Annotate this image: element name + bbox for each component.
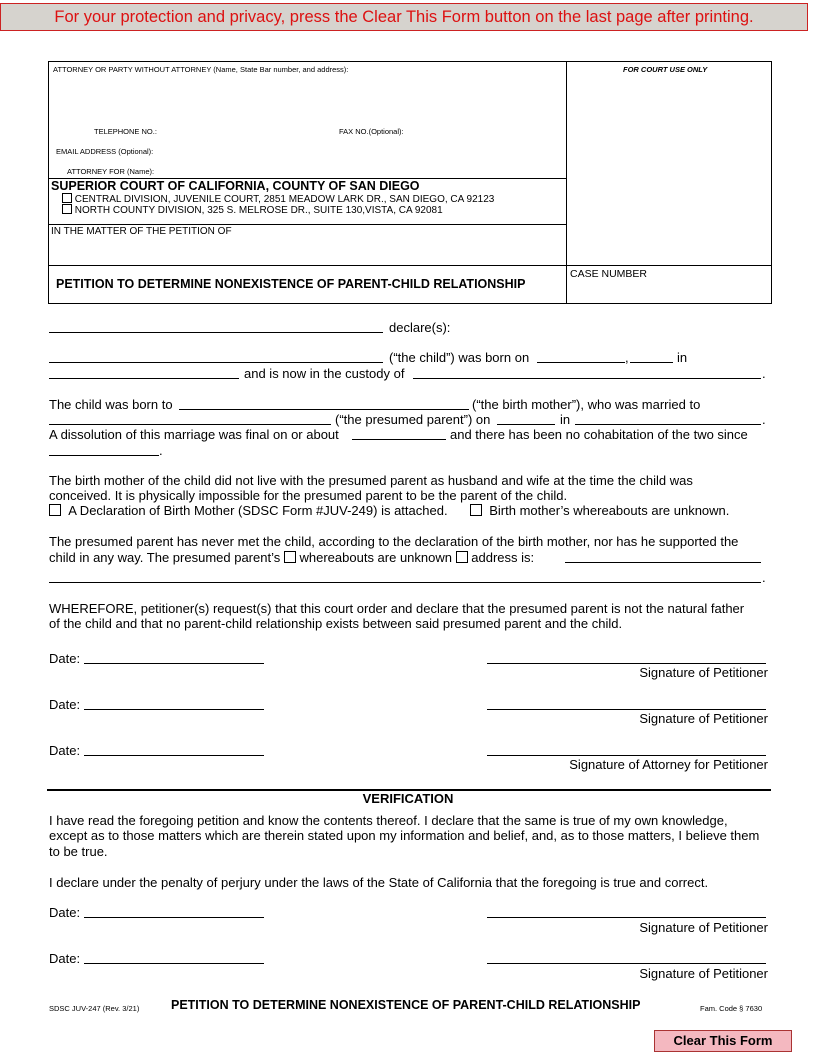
- signature-label-2: Signature of Petitioner: [639, 711, 768, 726]
- attorney-label: ATTORNEY OR PARTY WITHOUT ATTORNEY (Name, State Bar number, and address):: [53, 65, 349, 74]
- marriage-place-field[interactable]: [575, 424, 761, 425]
- north-division-label: NORTH COUNTY DIVISION, 325 S. MELROSE DR., SUITE 130,VISTA, CA 92081: [74, 205, 443, 216]
- cohabitation-label: and there has been no cohabitation of the two since: [450, 427, 748, 442]
- court-name: SUPERIOR COURT OF CALIFORNIA, COUNTY OF SAN DIEGO: [51, 179, 420, 193]
- signature-field-1[interactable]: [487, 663, 766, 664]
- header-divider: [566, 61, 567, 303]
- date-label-2: Date:: [49, 697, 81, 712]
- matter-label: IN THE MATTER OF THE PETITION OF: [51, 226, 232, 237]
- verification-line-2: except as to those matters which are therein stated upon my information and belief, and, as to those matters, I believe them: [49, 828, 760, 843]
- never-met-line-2: [49, 550, 534, 565]
- date-field-3[interactable]: [84, 755, 264, 756]
- date-field-5[interactable]: [84, 963, 264, 964]
- clear-form-button[interactable]: Clear This Form: [654, 1030, 792, 1052]
- not-live-line-2: conceived. It is physically impossible for the presumed parent to be the parent of the child.: [49, 488, 568, 503]
- attorney-for-label: ATTORNEY FOR (Name):: [67, 167, 155, 176]
- birth-mother-field[interactable]: [179, 409, 469, 410]
- in-label: in: [677, 350, 688, 365]
- dissolution-date-field[interactable]: [352, 439, 446, 440]
- parent-address-checkbox[interactable]: [456, 551, 468, 563]
- north-division-checkbox[interactable]: [62, 204, 72, 214]
- parent-address-field-2[interactable]: [49, 582, 761, 583]
- north-division-option[interactable]: [62, 204, 443, 216]
- never-met-line-1: The presumed parent has never met the child, according to the declaration of the birth mother, nor has he supported the: [49, 534, 739, 549]
- wherefore-line-1: WHEREFORE, petitioner(s) request(s) that this court order and declare that the presumed parent is not the natural father: [49, 601, 745, 616]
- mother-whereabouts-checkbox[interactable]: [470, 504, 482, 516]
- telephone-label: TELEPHONE NO.:: [94, 127, 157, 136]
- never-met-text: child in any way. The presumed parent’s: [49, 550, 281, 565]
- case-number-label: CASE NUMBER: [570, 268, 648, 280]
- mother-whereabouts-option[interactable]: [470, 503, 729, 518]
- verification-line-3: to be true.: [49, 844, 108, 859]
- birth-year-field[interactable]: [630, 362, 673, 363]
- child-name-field[interactable]: [49, 362, 383, 363]
- birth-mother-label: (“the birth mother”), who was married to: [472, 397, 701, 412]
- footer-title: PETITION TO DETERMINE NONEXISTENCE OF PARENT-CHILD RELATIONSHIP: [171, 998, 641, 1012]
- verification-line-1: I have read the foregoing petition and know the contents thereof. I declare that the same is true of my own knowledge,: [49, 813, 728, 828]
- presumed-parent-field[interactable]: [49, 424, 331, 425]
- parent-whereabouts-label: whereabouts are unknown: [299, 550, 452, 565]
- attorney-signature-label: Signature of Attorney for Petitioner: [569, 757, 768, 772]
- marriage-period: .: [762, 412, 766, 427]
- date-label-1: Date:: [49, 651, 81, 666]
- declaration-attached-option[interactable]: [49, 503, 448, 518]
- born-on-label: (“the child”) was born on: [389, 350, 530, 365]
- signature-label-1: Signature of Petitioner: [639, 665, 768, 680]
- mother-whereabouts-label: Birth mother’s whereabouts are unknown.: [489, 503, 730, 518]
- cohabitation-period: .: [159, 443, 163, 458]
- signature-field-4[interactable]: [487, 917, 766, 918]
- not-live-line-1: The birth mother of the child did not live with the presumed parent as husband and wife at the time the child was: [49, 473, 693, 488]
- declaration-attached-checkbox[interactable]: [49, 504, 61, 516]
- declaration-attached-label: A Declaration of Birth Mother (SDSC Form #JUV-249) is attached.: [68, 503, 448, 518]
- privacy-banner: For your protection and privacy, press the Clear This Form button on the last page after printing.: [0, 3, 808, 31]
- declarant-name-field[interactable]: [49, 332, 383, 333]
- email-label: EMAIL ADDRESS (Optional):: [56, 147, 154, 156]
- central-division-checkbox[interactable]: [62, 193, 72, 203]
- date-field-1[interactable]: [84, 663, 264, 664]
- date-label-4: Date:: [49, 905, 81, 920]
- date-label-3: Date:: [49, 743, 81, 758]
- court-use-label: FOR COURT USE ONLY: [623, 65, 708, 74]
- parent-address-field[interactable]: [565, 562, 761, 563]
- signature-label-5: Signature of Petitioner: [639, 966, 768, 981]
- footer-code: Fam. Code § 7630: [700, 1004, 763, 1013]
- custodian-field[interactable]: [413, 378, 761, 379]
- petition-title: PETITION TO DETERMINE NONEXISTENCE OF PARENT-CHILD RELATIONSHIP: [56, 277, 526, 291]
- birth-date-field[interactable]: [537, 362, 625, 363]
- date-field-4[interactable]: [84, 917, 264, 918]
- matter-top-line: [48, 224, 566, 225]
- custody-label: and is now in the custody of: [244, 366, 405, 381]
- parent-address-label: address is:: [471, 550, 535, 565]
- dissolution-label: A dissolution of this marriage was final on or about: [49, 427, 339, 442]
- comma-label: ,: [625, 350, 629, 365]
- date-label-5: Date:: [49, 951, 81, 966]
- date-field-2[interactable]: [84, 709, 264, 710]
- wherefore-line-2: of the child and that no parent-child relationship exists between said presumed parent and the child.: [49, 616, 623, 631]
- footer-form-id: SDSC JUV-247 (Rev. 3/21): [49, 1004, 140, 1013]
- signature-label-4: Signature of Petitioner: [639, 920, 768, 935]
- marriage-in-label: in: [560, 412, 571, 427]
- marriage-date-field[interactable]: [497, 424, 555, 425]
- born-to-label: The child was born to: [49, 397, 173, 412]
- fax-label: FAX NO.(Optional):: [339, 127, 404, 136]
- cohabitation-date-field[interactable]: [49, 455, 159, 456]
- perjury-declaration: I declare under the penalty of perjury under the laws of the State of California that the foregoing is true and correct.: [49, 875, 709, 890]
- verification-title: VERIFICATION: [362, 791, 454, 806]
- custody-period: .: [762, 366, 766, 381]
- signature-field-5[interactable]: [487, 963, 766, 964]
- central-division-label: CENTRAL DIVISION, JUVENILE COURT, 2851 MEADOW LARK DR., SAN DIEGO, CA 92123: [74, 194, 495, 205]
- signature-field-2[interactable]: [487, 709, 766, 710]
- signature-field-3[interactable]: [487, 755, 766, 756]
- presumed-parent-label: (“the presumed parent”) on: [335, 412, 491, 427]
- title-top-line: [48, 265, 771, 266]
- declares-label: declare(s):: [389, 320, 451, 335]
- address-period: .: [762, 570, 766, 585]
- parent-whereabouts-checkbox[interactable]: [284, 551, 296, 563]
- birth-place-field[interactable]: [49, 378, 239, 379]
